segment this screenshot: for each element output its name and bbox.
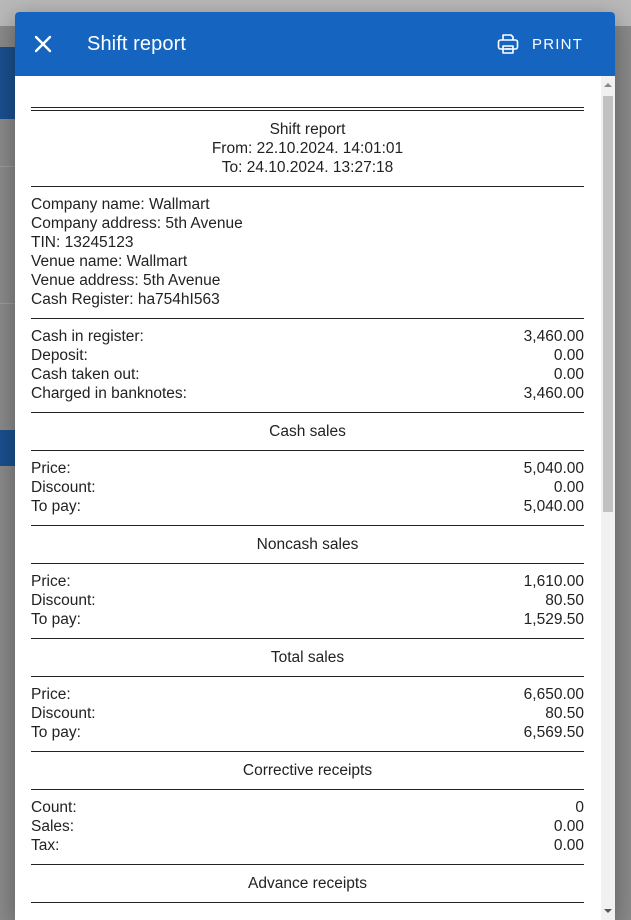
row-value: 6,650.00 — [523, 686, 584, 703]
summary-row — [31, 836, 584, 855]
row-label: Deposit: — [31, 347, 88, 364]
printer-icon — [496, 32, 520, 56]
company-name: Company name: Wallmart — [31, 196, 210, 213]
print-label: PRINT — [532, 35, 583, 53]
close-button[interactable] — [15, 12, 71, 76]
section-title-advance-receipts: Advance receipts — [248, 875, 367, 892]
report-to: To: 24.10.2024. 13:27:18 — [221, 159, 394, 176]
background-divider — [0, 303, 16, 304]
row-label: Sales: — [31, 818, 75, 835]
row-label: Price: — [31, 686, 71, 703]
row-label: Price: — [31, 460, 71, 477]
row-label: To pay: — [31, 498, 81, 515]
background-divider — [0, 166, 16, 167]
row-label: Count: — [31, 799, 77, 816]
row-value: 0.00 — [553, 366, 584, 383]
row-label: Discount: — [31, 592, 96, 609]
section-title-noncash-sales: Noncash sales — [256, 536, 359, 553]
print-button[interactable] — [484, 26, 597, 62]
cash-register: Cash Register: ha754hI563 — [31, 291, 220, 308]
row-label: Charged in banknotes: — [31, 385, 187, 402]
row-label: Cash taken out: — [31, 366, 140, 383]
summary-row — [31, 365, 584, 384]
report-from: From: 22.10.2024. 14:01:01 — [211, 140, 404, 157]
shift-report-dialog — [15, 12, 615, 920]
row-value: 1,529.50 — [523, 611, 584, 628]
summary-row — [31, 459, 584, 478]
caret-up-icon — [604, 82, 612, 88]
row-value: 6,569.50 — [523, 724, 584, 741]
row-value: 0.00 — [553, 479, 584, 496]
tin: TIN: 13245123 — [31, 234, 134, 251]
summary-row — [31, 610, 584, 629]
summary-row — [31, 327, 584, 346]
divider — [31, 902, 584, 903]
row-value: 5,040.00 — [523, 498, 584, 515]
summary-row — [31, 685, 584, 704]
vertical-scrollbar[interactable] — [601, 76, 615, 920]
summary-row — [31, 798, 584, 817]
company-address: Company address: 5th Avenue — [31, 215, 243, 232]
row-label: Tax: — [31, 837, 60, 854]
report-header — [31, 111, 584, 186]
caret-down-icon — [604, 908, 612, 914]
section-title-total-sales: Total sales — [270, 649, 345, 666]
row-label: Discount: — [31, 705, 96, 722]
row-label: Price: — [31, 573, 71, 590]
row-label: Discount: — [31, 479, 96, 496]
row-value: 80.50 — [545, 705, 584, 722]
row-value: 0.00 — [553, 347, 584, 364]
report-scroll-area[interactable] — [15, 76, 615, 920]
row-label: To pay: — [31, 724, 81, 741]
summary-row — [31, 817, 584, 836]
row-value: 0.00 — [553, 818, 584, 835]
scroll-thumb[interactable] — [603, 96, 613, 512]
summary-row — [31, 723, 584, 742]
summary-row — [31, 572, 584, 591]
shift-report-document — [31, 107, 584, 903]
summary-row — [31, 591, 584, 610]
row-label: To pay: — [31, 611, 81, 628]
summary-row — [31, 384, 584, 403]
row-value: 1,610.00 — [523, 573, 584, 590]
summary-row — [31, 704, 584, 723]
venue-name: Venue name: Wallmart — [31, 253, 188, 270]
report-title: Shift report — [269, 121, 346, 138]
scroll-up-arrow[interactable] — [601, 78, 615, 92]
row-value: 0 — [575, 799, 584, 816]
row-value: 3,460.00 — [523, 385, 584, 402]
cash-sales-rows — [31, 451, 584, 525]
noncash-sales-rows — [31, 564, 584, 638]
row-value: 0.00 — [553, 837, 584, 854]
summary-row — [31, 346, 584, 365]
corrective-receipts-rows — [31, 790, 584, 864]
row-label: Cash in register: — [31, 328, 144, 345]
section-title-cash-sales: Cash sales — [269, 423, 346, 440]
row-value: 5,040.00 — [523, 460, 584, 477]
row-value: 3,460.00 — [523, 328, 584, 345]
register-summary — [31, 319, 584, 412]
section-title-corrective-receipts: Corrective receipts — [242, 762, 373, 779]
close-icon — [34, 35, 52, 53]
dialog-header — [15, 12, 615, 76]
venue-address: Venue address: 5th Avenue — [31, 272, 221, 289]
summary-row — [31, 478, 584, 497]
total-sales-rows — [31, 677, 584, 751]
company-info — [31, 187, 584, 318]
summary-row — [31, 497, 584, 516]
row-value: 80.50 — [545, 592, 584, 609]
scroll-down-arrow[interactable] — [601, 904, 615, 918]
dialog-title: Shift report — [87, 32, 187, 55]
